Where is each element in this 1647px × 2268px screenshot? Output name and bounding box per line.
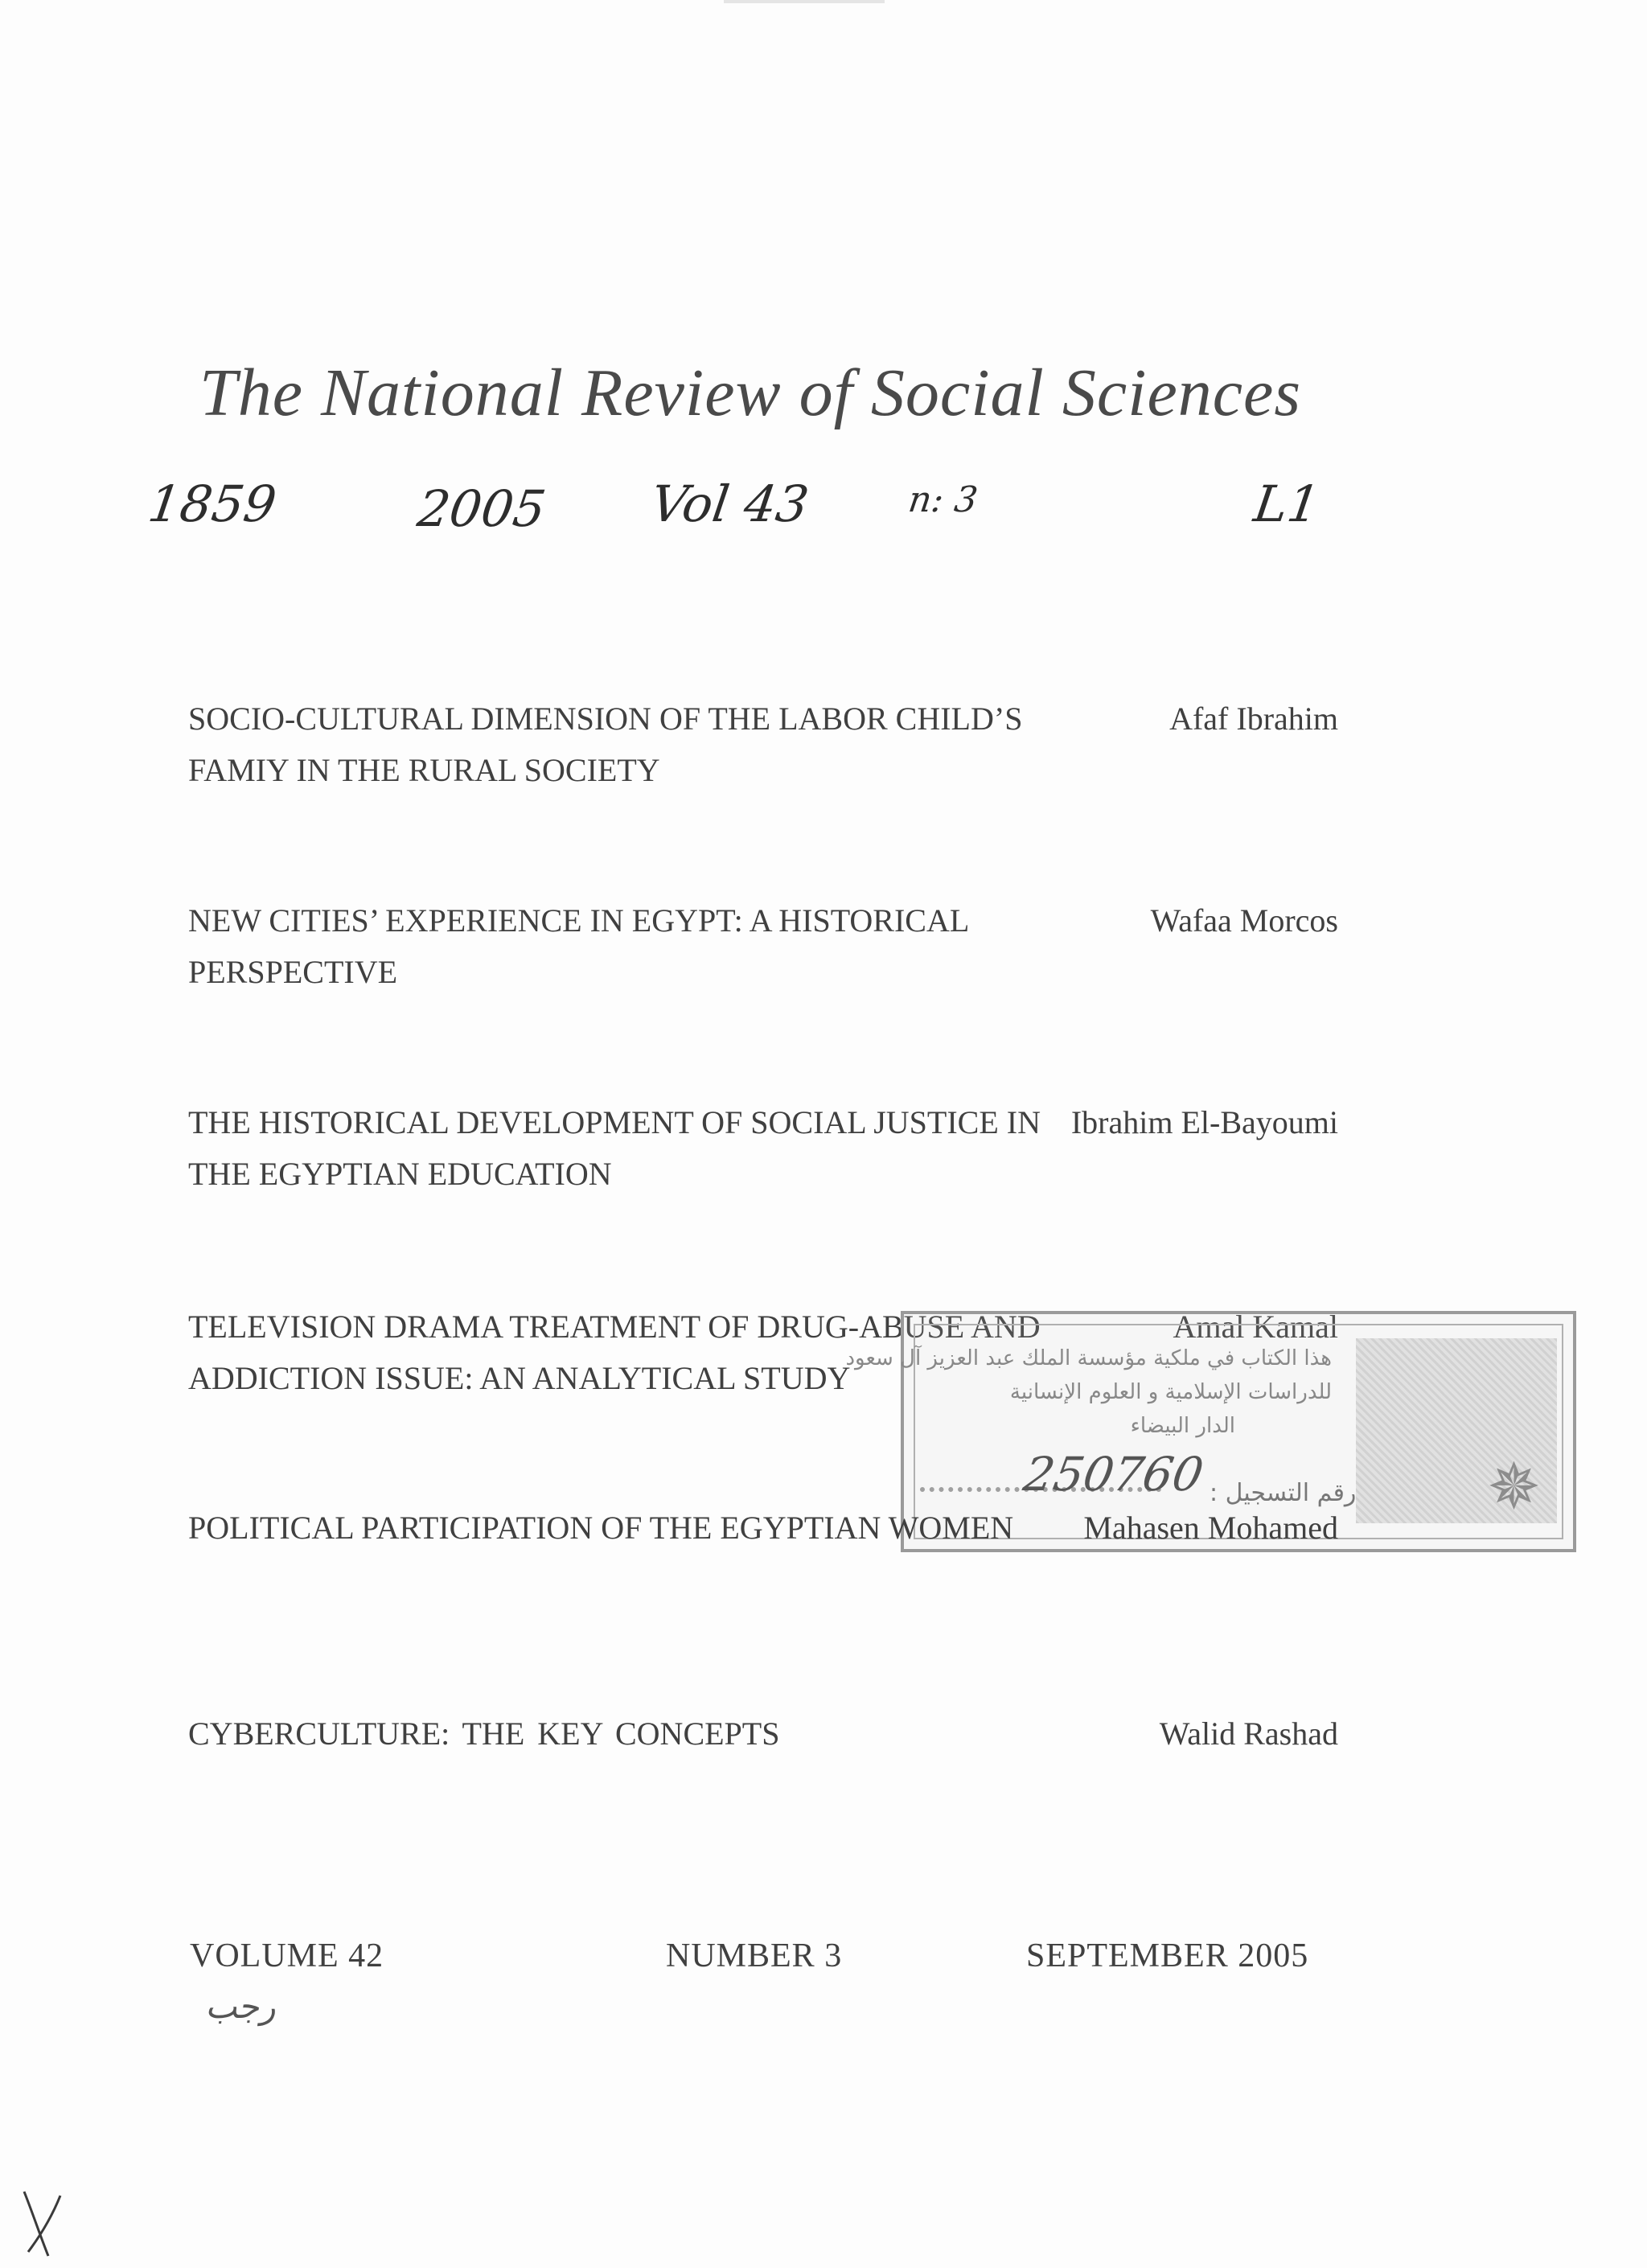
article-title: SOCIO-CULTURAL DIMENSION OF THE LABOR CHILD’S FAMIY IN THE RURAL SOCIETY — [188, 701, 1023, 788]
star-emblem-icon: ✵ — [1486, 1452, 1541, 1523]
handwritten-month-note: رجب — [204, 1987, 281, 2026]
handwritten-catalog-notes — [0, 475, 1647, 547]
article-entry — [188, 1502, 1338, 1615]
handwritten-note-issue: n: 3 — [906, 479, 980, 520]
handwritten-check-mark-icon — [16, 2188, 72, 2260]
article-author: Walid Rashad — [1159, 1715, 1338, 1752]
handwritten-note-shelf: L1 — [1250, 475, 1324, 533]
scan-mark — [724, 0, 885, 3]
handwritten-note-call-number: 1859 — [144, 475, 280, 533]
article-title: CYBERCULTURE: THE KEY CONCEPTS — [188, 1715, 780, 1752]
article-entry — [188, 1097, 1338, 1210]
handwritten-note-year: 2005 — [413, 479, 549, 538]
article-title: POLITICAL PARTICIPATION OF THE EGYPTIAN WOMEN — [188, 1510, 1014, 1546]
stamp-registration-number: 250760 — [1020, 1447, 1208, 1502]
article-entry — [188, 693, 1338, 806]
handwritten-note-volume: Vol 43 — [647, 475, 812, 533]
article-title: NEW CITIES’ EXPERIENCE IN EGYPT: A HISTORICAL PERSPECTIVE — [188, 902, 968, 990]
article-author: Mahasen Mohamed — [1083, 1510, 1338, 1546]
article-title: TELEVISION DRAMA TREATMENT OF DRUG-ABUSE AND ADDICTION ISSUE: AN ANALYTICAL STUDY — [188, 1309, 1041, 1396]
article-title: THE HISTORICAL DEVELOPMENT OF SOCIAL JUSTICE IN THE EGYPTIAN EDUCATION — [188, 1104, 1041, 1192]
issue-number-label: NUMBER 3 — [666, 1937, 843, 1974]
article-author: Afaf Ibrahim — [1169, 701, 1338, 737]
volume-label: VOLUME 42 — [190, 1937, 384, 1974]
article-entry — [188, 895, 1338, 1008]
article-entry — [188, 1708, 1338, 1821]
journal-title: The National Review of Social Sciences — [199, 355, 1302, 430]
article-author: Wafaa Morcos — [1150, 902, 1338, 939]
stamp-registration-label: رقم التسجيل : — [1210, 1479, 1357, 1507]
publication-date: SEPTEMBER 2005 — [1026, 1937, 1309, 1974]
stamp-text-line: للدراسات الإسلامية و العلوم الإنسانية — [1009, 1380, 1332, 1404]
stamp-text-line: الدار البيضاء — [1130, 1414, 1235, 1438]
stamp-text-line: هذا الكتاب في ملكية مؤسسة الملك عبد العزيز آل سعود — [845, 1346, 1332, 1370]
article-author: Ibrahim El-Bayoumi — [1070, 1104, 1338, 1140]
article-author: Amal Kamal — [1173, 1309, 1338, 1345]
